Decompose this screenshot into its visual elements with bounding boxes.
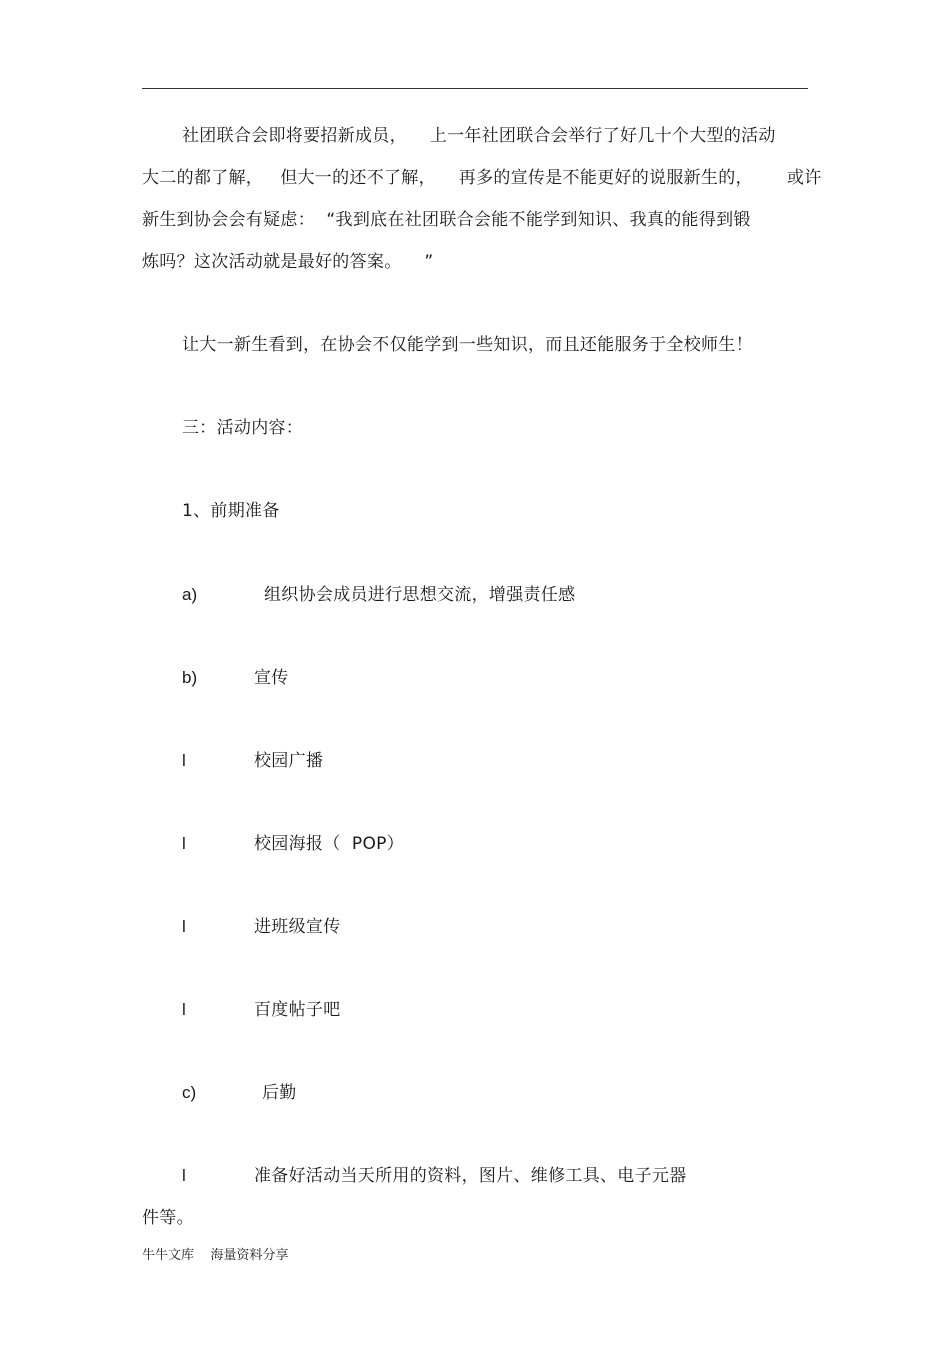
- header-rule: [142, 88, 808, 89]
- list-marker: b): [182, 668, 198, 687]
- list-marker: l: [182, 1166, 186, 1185]
- section-heading: 三：活动内容：: [182, 418, 304, 438]
- continuation-line: 件等。: [142, 1208, 194, 1228]
- list-item: 校园广播: [254, 751, 324, 771]
- list-item: 宣传: [254, 668, 289, 688]
- list-marker: a): [182, 585, 198, 604]
- paragraph-line: 炼吗？这次活动就是最好的答案。 ”: [142, 252, 434, 272]
- list-item: 进班级宣传: [254, 917, 341, 937]
- paragraph: 让大一新生看到，在协会不仅能学到一些知识，而且还能服务于全校师生！: [182, 335, 753, 355]
- paragraph-line: 大二的都了解， 但大一的还不了解， 再多的宣传是不能更好的说服新生的， 或许: [142, 168, 822, 188]
- footer: 牛牛文库 海量资料分享: [142, 1248, 289, 1263]
- list-item: 准备好活动当天所用的资料，图片、维修工具、电子元器: [254, 1166, 687, 1186]
- list-item: 校园海报（ POP）: [254, 834, 404, 854]
- list-marker: c): [182, 1083, 197, 1102]
- list-item: 组织协会成员进行思想交流，增强责任感: [264, 585, 576, 605]
- subheading: 1、前期准备: [182, 501, 280, 521]
- list-marker: l: [182, 1000, 186, 1019]
- paragraph-line: 社团联合会即将要招新成员， 上一年社团联合会举行了好几十个大型的活动: [182, 126, 776, 146]
- list-marker: l: [182, 917, 186, 936]
- list-marker: l: [182, 834, 186, 853]
- paragraph-line: 新生到协会会有疑虑： “我到底在社团联合会能不能学到知识、我真的能得到锻: [142, 210, 751, 230]
- list-marker: l: [182, 751, 186, 770]
- list-item: 后勤: [262, 1083, 297, 1103]
- list-item: 百度帖子吧: [254, 1000, 341, 1020]
